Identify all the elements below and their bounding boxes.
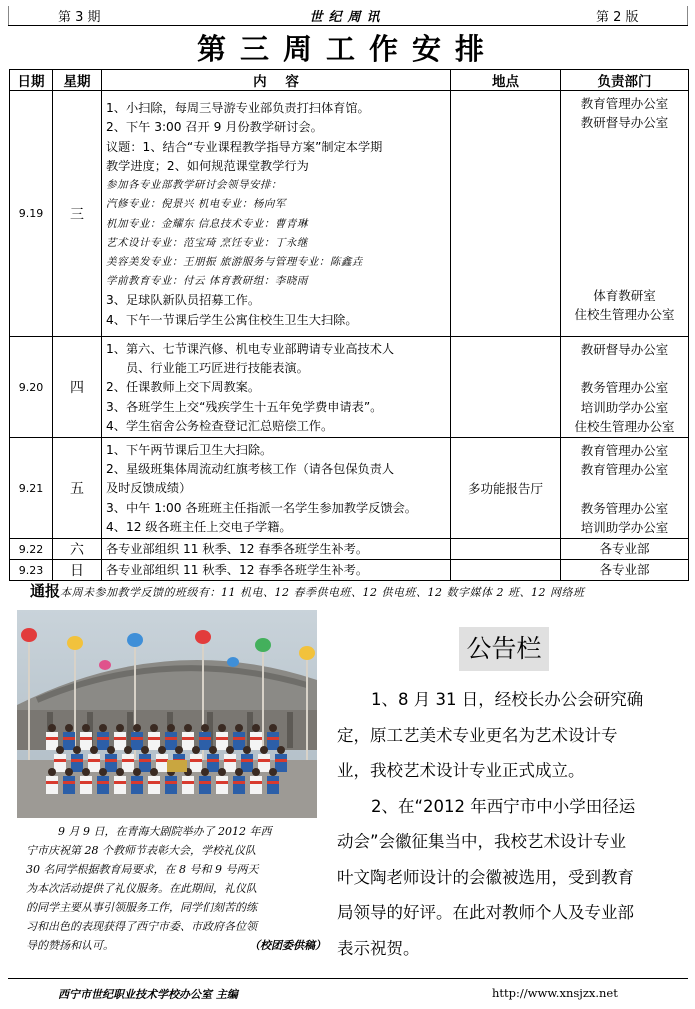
- person-head: [99, 768, 107, 776]
- person-head: [226, 746, 234, 754]
- caption-line: 9 月 9 日，在青海大剧院举办了 2012 年西: [58, 825, 272, 838]
- person-head: [48, 724, 56, 732]
- person-body: [88, 754, 100, 772]
- person-sash: [105, 759, 117, 762]
- bulletin-line: 表示祝贺。: [337, 938, 420, 958]
- person-head: [243, 746, 251, 754]
- person-head: [209, 746, 217, 754]
- content-line: 1、小扫除，每周三导游专业部负责打扫体育馆。: [106, 101, 370, 116]
- person-sash: [139, 759, 151, 762]
- person-head: [269, 724, 277, 732]
- cell-dept: [561, 438, 689, 539]
- content-line: 3、足球队新队员招募工作。: [106, 293, 261, 308]
- content-line: 艺术设计专业：范宝琦 烹饪专业：丁永继: [106, 236, 308, 249]
- person-body: [224, 754, 236, 772]
- dept-line: 教研督导办公室: [580, 342, 669, 357]
- col-header-weekday: 星期: [53, 70, 102, 91]
- content-line: 2、星级班集体周流动红旗考核工作（请各包保负责人: [106, 462, 395, 477]
- person-head: [184, 724, 192, 732]
- dept-line: [561, 359, 688, 378]
- cell-weekday: 四: [53, 337, 102, 438]
- bulletin-line: 叶文陶老师设计的会徽被选用，受到教育: [337, 867, 634, 887]
- person-sash: [182, 737, 194, 740]
- content-line: 1、第六、七节课汽修、机电专业部聘请专业高技术人: [106, 342, 395, 356]
- person-head: [158, 746, 166, 754]
- person-body: [80, 732, 92, 750]
- person-body: [199, 732, 211, 750]
- person-sash: [63, 737, 75, 740]
- person-body: [46, 732, 58, 750]
- person-sash: [250, 781, 262, 784]
- table-row: [10, 337, 689, 438]
- person-head: [260, 746, 268, 754]
- person-body: [46, 776, 58, 794]
- cell-place: [451, 91, 561, 337]
- person-sash: [207, 759, 219, 762]
- dept-line: 各专业部: [599, 541, 650, 557]
- cell-weekday: 三: [53, 91, 102, 337]
- person-head: [48, 768, 56, 776]
- person-body: [258, 754, 270, 772]
- person-body: [182, 776, 194, 794]
- person-head: [235, 724, 243, 732]
- content-line: 4、12 级各班主任上交电子学籍。: [106, 519, 292, 534]
- person-head: [218, 768, 226, 776]
- caption-line: 为本次活动提供了礼仪服务。在此期间，礼仪队: [26, 882, 257, 895]
- person-body: [216, 776, 228, 794]
- person-sash: [199, 781, 211, 784]
- cell-weekday: 日: [53, 560, 102, 581]
- person-sash: [250, 737, 262, 740]
- cell-date: 9.20: [10, 337, 53, 438]
- person-body: [250, 776, 262, 794]
- person-body: [216, 732, 228, 750]
- content-line: 学前教育专业：付云 体育教研组：李晓雨: [106, 275, 308, 288]
- col-header-place: 地点: [451, 70, 561, 91]
- person-head: [124, 746, 132, 754]
- person-sash: [122, 759, 134, 762]
- footer-url: http://www.xnsjzx.net: [492, 986, 618, 1000]
- person-sash: [199, 737, 211, 740]
- person-body: [267, 776, 279, 794]
- person-sash: [88, 759, 100, 762]
- person-body: [233, 732, 245, 750]
- person-head: [82, 724, 90, 732]
- person-head: [116, 768, 124, 776]
- col-header-date: 日期: [10, 70, 53, 91]
- person-head: [141, 746, 149, 754]
- col-header-content: 内 容: [102, 70, 451, 91]
- person-sash: [46, 781, 58, 784]
- person-sash: [182, 781, 194, 784]
- dept-line: 各专业部: [599, 562, 650, 578]
- person-body: [114, 732, 126, 750]
- person-head: [65, 768, 73, 776]
- schedule-table: [9, 69, 689, 581]
- caption-source: （校团委供稿）: [249, 939, 326, 952]
- person-head: [133, 724, 141, 732]
- cell-weekday: 六: [53, 539, 102, 560]
- person-sash: [233, 781, 245, 784]
- footer-rule: [8, 978, 688, 979]
- person-sash: [241, 759, 253, 762]
- dept-line: 培训助学办公室: [580, 399, 669, 415]
- person-body: [275, 754, 287, 772]
- table-header-row: [10, 70, 689, 91]
- cell-date: 9.21: [10, 438, 53, 539]
- dept-line: 教育管理办公室: [580, 462, 669, 478]
- person-body: [97, 732, 109, 750]
- person-sash: [63, 781, 75, 784]
- dept-line: 教务管理办公室: [580, 380, 669, 396]
- table-row: [10, 91, 689, 337]
- dept-line: [561, 479, 688, 498]
- dept-line: 教务管理办公室: [580, 500, 669, 516]
- person-sash: [148, 737, 160, 740]
- person-sash: [267, 781, 279, 784]
- content-line: 3、中午 1:00 各班班主任指派一名学生参加教学反馈会。: [106, 500, 417, 515]
- content-line: 2、任课教师上交下周教案。: [106, 380, 261, 395]
- dept-line: [561, 132, 688, 151]
- person-sash: [97, 781, 109, 784]
- col-header-dept: 负责部门: [561, 70, 689, 91]
- person-sash: [258, 759, 270, 762]
- footer-editor: 西宁市世纪职业技术学校办公室 主编: [58, 988, 238, 1001]
- caption-line: 习和出色的表现获得了西宁市委、市政府各位领: [26, 920, 257, 933]
- paper-name: 世纪周讯: [309, 10, 386, 25]
- person-sash: [267, 737, 279, 740]
- person-body: [114, 776, 126, 794]
- person-head: [82, 768, 90, 776]
- person-head: [90, 746, 98, 754]
- person-head: [252, 724, 260, 732]
- content-line: 各专业部组织 11 秋季、12 春季各班学生补考。: [106, 563, 369, 578]
- dept-line: [561, 228, 688, 247]
- person-body: [156, 754, 168, 772]
- photo-caption: [26, 822, 326, 955]
- bulletin-line: 2、在“2012 年西宁市中小学田径运: [371, 796, 636, 816]
- person-body: [190, 754, 202, 772]
- person-body: [97, 776, 109, 794]
- bulletin-title: 公告栏: [459, 627, 549, 671]
- person-body: [122, 754, 134, 772]
- notice-line: [30, 580, 670, 601]
- person-sash: [275, 759, 287, 762]
- table-row: [10, 438, 689, 539]
- dept-line: [561, 267, 688, 286]
- person-head: [201, 724, 209, 732]
- person-body: [139, 754, 151, 772]
- content-line: 4、下午一节课后学生公寓住校生卫生大扫除。: [106, 312, 358, 327]
- person-sash: [216, 737, 228, 740]
- content-line: 机加专业：金耀东 信息技术专业：曹青琳: [106, 217, 308, 230]
- cell-dept: [561, 539, 689, 560]
- person-head: [269, 768, 277, 776]
- header-rule: [8, 25, 688, 26]
- cell-place: [451, 337, 561, 438]
- person-sash: [46, 737, 58, 740]
- person-sash: [131, 781, 143, 784]
- bulletin-line: 局领导的好评。在此对教师个人及专业部: [337, 903, 634, 922]
- person-head: [65, 724, 73, 732]
- person-sash: [54, 759, 66, 762]
- content-line: 1、下午两节课后卫生大扫除。: [106, 443, 273, 458]
- cell-content: [102, 438, 451, 539]
- person-head: [201, 768, 209, 776]
- person-head: [252, 768, 260, 776]
- person-sash: [156, 759, 168, 762]
- person-body: [267, 732, 279, 750]
- dept-line: [561, 248, 688, 267]
- person-body: [148, 732, 160, 750]
- cell-weekday: 五: [53, 438, 102, 539]
- bulletin-line: 动会”会徽征集当中，我校艺术设计专业: [337, 832, 627, 851]
- page-header: [0, 0, 695, 30]
- person-body: [241, 754, 253, 772]
- content-line: 参加各专业部教学研讨会领导安排：: [106, 179, 282, 192]
- table-row: [10, 560, 689, 581]
- content-line: 员、行业能工巧匠进行技能表演。: [126, 361, 309, 376]
- person-head: [99, 724, 107, 732]
- caption-line: 导的赞扬和认可。: [26, 939, 114, 952]
- person-body: [250, 732, 262, 750]
- cell-content: [102, 560, 451, 581]
- person-sash: [97, 737, 109, 740]
- person-sash: [114, 737, 126, 740]
- person-head: [167, 724, 175, 732]
- notice-text: 本周未参加教学反馈的班级有：11 机电、12 春季供电班、12 供电班、12 数字媒体 2 班、12 网络班: [60, 586, 585, 599]
- bulletin-line: 定，原工艺美术专业更名为艺术设计专: [337, 725, 618, 745]
- person-sash: [224, 759, 236, 762]
- person-head: [73, 746, 81, 754]
- person-sash: [165, 781, 177, 784]
- person-sash: [190, 759, 202, 762]
- cell-place: [451, 560, 561, 581]
- person-sash: [114, 781, 126, 784]
- ceremony-photo: [17, 610, 317, 818]
- dept-line: [561, 190, 688, 209]
- page-footer: [8, 978, 688, 1003]
- person-sash: [233, 737, 245, 740]
- person-sash: [71, 759, 83, 762]
- person-sash: [165, 737, 177, 740]
- page-number: 第 2 版: [596, 10, 639, 25]
- cell-content: [102, 337, 451, 438]
- content-line: 美容美发专业：王朋振 旅游服务与管理专业：陈鑫垚: [106, 255, 363, 268]
- dept-line: [561, 209, 688, 228]
- caption-line: 宁市庆祝第 28 个教师节表彰大会，学校礼仪队: [26, 844, 256, 857]
- content-line: 3、各班学生上交“残疾学生十五年免学费申请表”。: [106, 399, 383, 414]
- person-head: [107, 746, 115, 754]
- content-line: 汽修专业：倪景兴 机电专业：杨向军: [106, 198, 286, 211]
- person-head: [192, 746, 200, 754]
- person-body: [233, 776, 245, 794]
- content-line: 4、学生宿舍公务检查登记汇总赔偿工作。: [106, 418, 334, 433]
- dept-line: 住校生管理办公室: [574, 307, 675, 323]
- person-body: [182, 732, 194, 750]
- person-body: [165, 732, 177, 750]
- cell-dept: [561, 560, 689, 581]
- person-head: [175, 746, 183, 754]
- content-line: 议题：1、结合“专业课程教学指导方案”制定本学期: [106, 139, 383, 154]
- person-head: [150, 724, 158, 732]
- person-body: [165, 776, 177, 794]
- cell-content: [102, 539, 451, 560]
- caption-line: 的同学主要从事引领服务工作，同学们刻苦的练: [26, 901, 257, 914]
- person-head: [218, 724, 226, 732]
- cell-content: [102, 91, 451, 337]
- person-sash: [216, 781, 228, 784]
- dept-line: 教育管理办公室: [580, 96, 669, 111]
- person-head: [277, 746, 285, 754]
- content-line: 2、下午 3:00 召开 9 月份教学研讨会。: [106, 120, 323, 135]
- dept-line: 培训助学办公室: [580, 519, 669, 535]
- bulletin-line: 业，我校艺术设计专业正式成立。: [337, 761, 585, 780]
- cell-dept: [561, 337, 689, 438]
- dept-line: 体育教研室: [593, 287, 656, 303]
- person-body: [131, 776, 143, 794]
- cell-date: 9.23: [10, 560, 53, 581]
- person-head: [56, 746, 64, 754]
- person-body: [131, 732, 143, 750]
- cell-date: 9.19: [10, 91, 53, 337]
- cell-place: 多功能报告厅: [451, 438, 561, 539]
- person-body: [63, 776, 75, 794]
- bulletin-line: 1、8 月 31 日，经校长办公会研究确: [371, 690, 644, 709]
- person-body: [148, 776, 160, 794]
- person-sash: [148, 781, 160, 784]
- bulletin-board: [337, 682, 677, 966]
- person-body: [80, 776, 92, 794]
- person-head: [116, 724, 124, 732]
- person-body: [207, 754, 219, 772]
- person-body: [54, 754, 66, 772]
- dept-line: 住校生管理办公室: [574, 418, 675, 434]
- content-line: 各专业部组织 11 秋季、12 春季各班学生补考。: [106, 542, 369, 557]
- person-sash: [80, 781, 92, 784]
- dept-line: 教育管理办公室: [580, 443, 669, 459]
- caption-line: 30 名同学根据教育局要求，在 8 号和 9 号两天: [26, 863, 259, 876]
- notice-tag: 通报: [30, 582, 61, 600]
- person-sash: [80, 737, 92, 740]
- person-body: [71, 754, 83, 772]
- person-head: [235, 768, 243, 776]
- issue-number: 第 3 期: [58, 10, 101, 25]
- person-body: [105, 754, 117, 772]
- page-title: 第三周工作安排: [196, 32, 498, 66]
- dept-line: [561, 171, 688, 190]
- content-line: 教学进度；2、如何规范课堂教学行为: [106, 158, 309, 173]
- person-sash: [131, 737, 143, 740]
- cell-dept: [561, 91, 689, 337]
- cell-place: [451, 539, 561, 560]
- cell-date: 9.22: [10, 539, 53, 560]
- person-head: [133, 768, 141, 776]
- person-body: [63, 732, 75, 750]
- table-row: [10, 539, 689, 560]
- person-head: [150, 768, 158, 776]
- person-body: [199, 776, 211, 794]
- dept-line: [561, 152, 688, 171]
- dept-line: 教研督导办公室: [580, 115, 669, 131]
- content-line: 及时反馈成绩）: [106, 481, 192, 496]
